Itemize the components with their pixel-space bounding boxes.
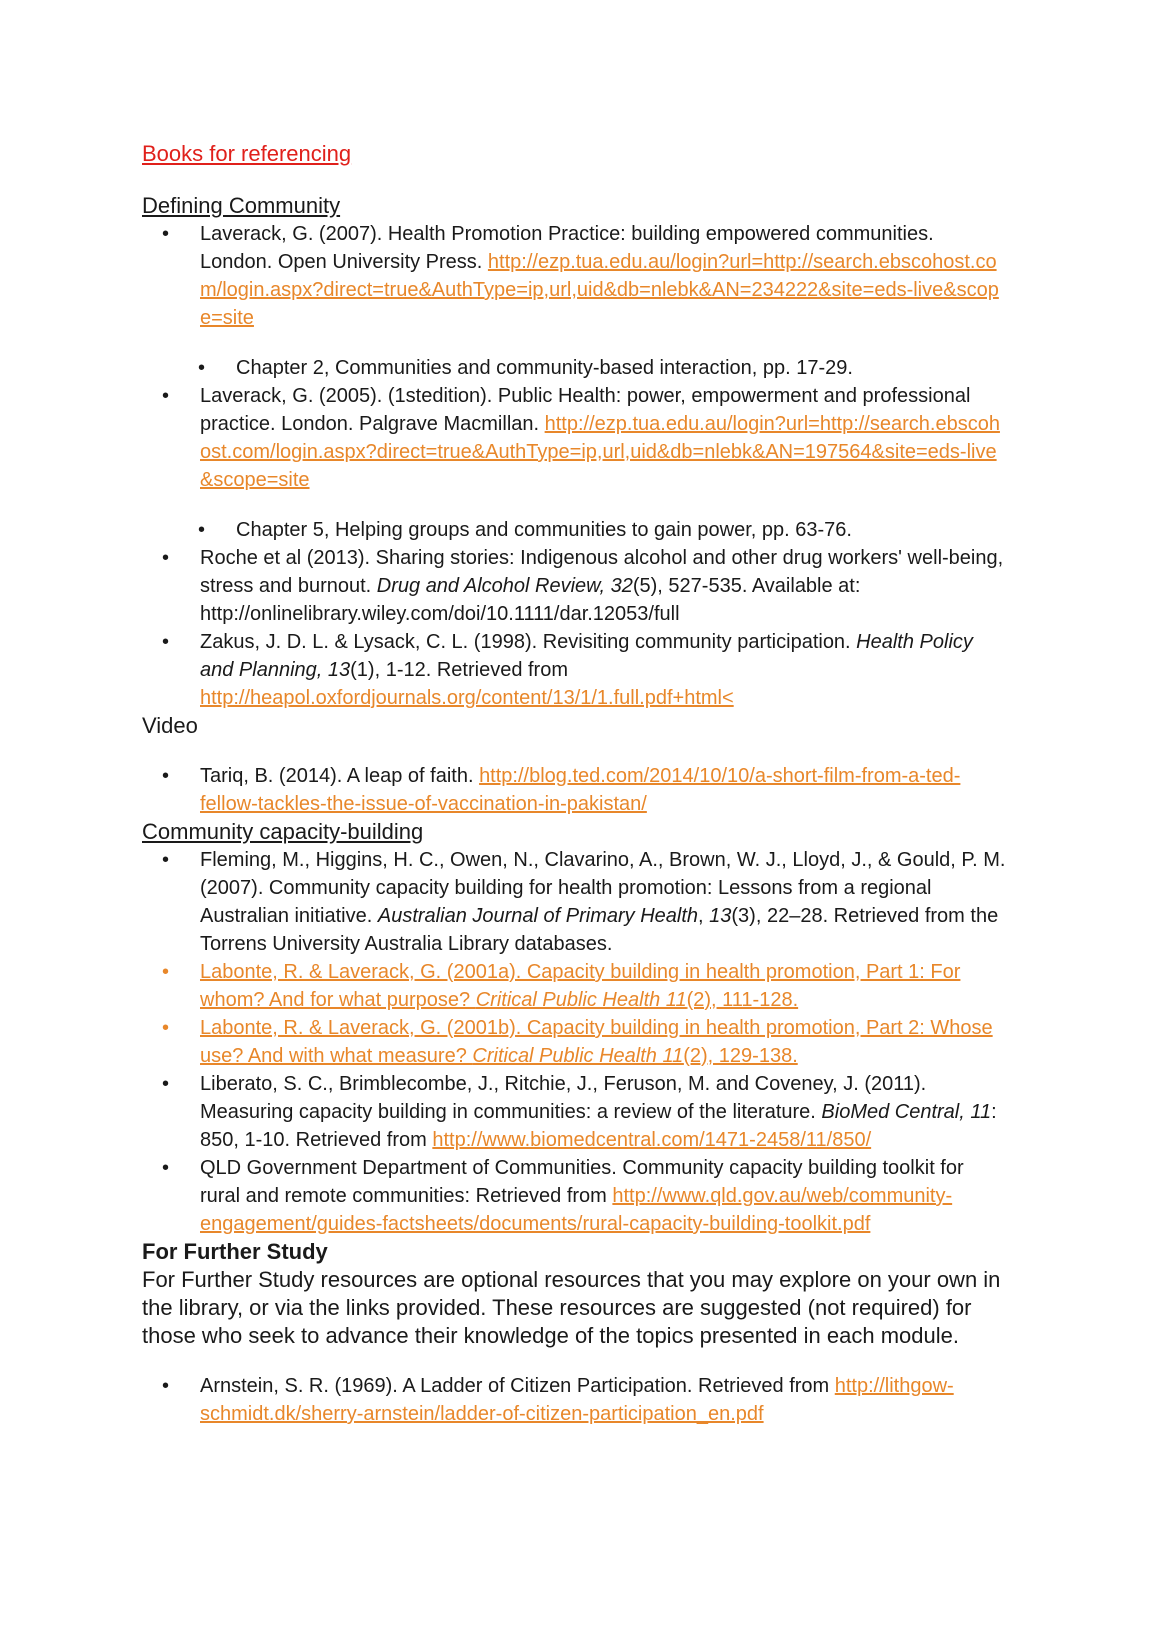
reference-item	[142, 1070, 1008, 1154]
reference-link[interactable]: http://ezp.tua.edu.au/login?url=http://search.ebscohost.com/login.aspx?direct=true&AuthType=ip,url,uid&db=nlebk&AN=197564&site=eds-live&scope=site	[200, 413, 1000, 491]
reference-item	[142, 846, 1008, 958]
reference-link[interactable]: http://ezp.tua.edu.au/login?url=http://search.ebscohost.com/login.aspx?direct=true&AuthType=ip,url,uid&db=nlebk&AN=234222&site=eds-live&scope=site	[200, 251, 999, 329]
journal-title: Health Policy and Planning, 13	[200, 631, 973, 681]
reference-text: (1), 1-12. Retrieved from	[350, 659, 568, 681]
journal-title[interactable]: Critical Public Health 11	[472, 1045, 684, 1067]
section-video	[142, 712, 1008, 818]
reference-item	[142, 762, 1008, 818]
chapter-text: Chapter 5, Helping groups and communities to gain power, pp. 63-76.	[236, 519, 852, 541]
section-heading-capacity: Community capacity-building	[142, 819, 424, 844]
reference-item	[142, 544, 1008, 628]
reference-item	[142, 382, 1008, 494]
section-heading-further: For Further Study	[142, 1239, 328, 1264]
reference-text: (5), 527-535. Available at: http://onlinelibrary.wiley.com/doi/10.1111/dar.12053/full	[200, 575, 861, 625]
reference-item	[142, 628, 1008, 712]
reference-text: Laverack, G. (2005). (1stedition). Public Health: power, empowerment and professional practice. London. Palgrave Macmillan.	[200, 385, 971, 435]
reference-link[interactable]: http://blog.ted.com/2014/10/10/a-short-film-from-a-ted-fellow-tackles-the-issue-of-vaccination-in-pakistan/	[200, 765, 961, 815]
journal-title: Australian Journal of Primary Health	[377, 905, 699, 927]
reference-item	[142, 220, 1008, 332]
reference-text[interactable]: Labonte, R. & Laverack, G. (2001a). Capacity building in health promotion, Part 1: For whom? And for what purpose?	[200, 961, 961, 1011]
reference-text: Arnstein, S. R. (1969). A Ladder of Citizen Participation. Retrieved from	[200, 1375, 835, 1397]
section-further-study	[142, 1238, 1008, 1428]
reference-text[interactable]: (2), 111-128.	[686, 989, 799, 1011]
reference-text: Zakus, J. D. L. & Lysack, C. L. (1998). Revisiting community participation.	[200, 631, 857, 653]
reference-text: ,	[698, 905, 710, 927]
reference-link[interactable]: http://heapol.oxfordjournals.org/content/13/1/1.full.pdf+html<	[200, 687, 734, 709]
reference-text: QLD Government Department of Communities. Community capacity building toolkit for rural and remote communities: Retrieved from	[200, 1157, 964, 1207]
journal-title[interactable]: Critical Public Health 11	[475, 989, 687, 1011]
reference-list-defining	[142, 220, 1008, 712]
reference-text: Tariq, B. (2014). A leap of faith.	[200, 765, 480, 787]
section-capacity-building	[142, 818, 1008, 1238]
reference-link[interactable]: http://lithgow-schmidt.dk/sherry-arnstein/ladder-of-citizen-participation_en.pdf	[200, 1375, 954, 1425]
journal-volume: 13	[709, 905, 732, 927]
reference-text[interactable]: (2), 129-138.	[683, 1045, 798, 1067]
journal-title: Drug and Alcohol Review, 32	[376, 575, 633, 597]
reference-link[interactable]: http://www.biomedcentral.com/1471-2458/11/850/	[432, 1129, 872, 1151]
section-heading-video: Video	[142, 713, 198, 738]
reference-text: Roche et al (2013). Sharing stories: Indigenous alcohol and other drug workers' well-being, stress and burnout.	[200, 547, 1004, 597]
doc-title[interactable]: Books for referencing	[142, 141, 352, 166]
reference-item-link[interactable]	[142, 958, 1008, 1014]
reference-list-capacity	[142, 846, 1008, 1238]
reference-sub-item	[142, 354, 1008, 382]
reference-list-video	[142, 762, 1008, 818]
reference-item-link[interactable]	[142, 1014, 1008, 1070]
section-defining-community	[142, 192, 1008, 712]
reference-text: Fleming, M., Higgins, H. C., Owen, N., Clavarino, A., Brown, W. J., Lloyd, J., & Gould, P. M. (2007). Community capacity building for health promotion: Lessons from a regional Australian initiative.	[200, 849, 1006, 927]
reference-text[interactable]: Labonte, R. & Laverack, G. (2001b). Capacity building in health promotion, Part 2: Whose use? And with what measure?	[200, 1017, 993, 1067]
reference-link[interactable]: http://www.qld.gov.au/web/community-engagement/guides-factsheets/documents/rural-capacity-building-toolkit.pdf	[200, 1185, 953, 1235]
reference-text: Liberato, S. C., Brimblecombe, J., Ritchie, J., Feruson, M. and Coveney, J. (2011). Measuring capacity building in communities: a review of the literature.	[200, 1073, 927, 1123]
reference-list-further	[142, 1372, 1008, 1428]
further-study-intro: For Further Study resources are optional resources that you may explore on your own in the library, or via the links provided. These resources are suggested (not required) for those who seek to advance their knowledge of the topics presented in each module.	[142, 1267, 1001, 1348]
section-heading-defining: Defining Community	[142, 193, 341, 218]
reference-item	[142, 1372, 1008, 1428]
reference-text: : 850, 1-10. Retrieved from	[200, 1101, 997, 1151]
reference-text: Laverack, G. (2007). Health Promotion Practice: building empowered communities. London. Open University Press.	[200, 223, 934, 273]
reference-text: (3), 22–28. Retrieved from the Torrens University Australia Library databases.	[200, 905, 999, 955]
journal-title: BioMed Central, 11	[821, 1101, 992, 1123]
reference-item	[142, 1154, 1008, 1238]
reference-sub-item	[142, 516, 1008, 544]
chapter-text: Chapter 2, Communities and community-based interaction, pp. 17-29.	[236, 357, 853, 379]
